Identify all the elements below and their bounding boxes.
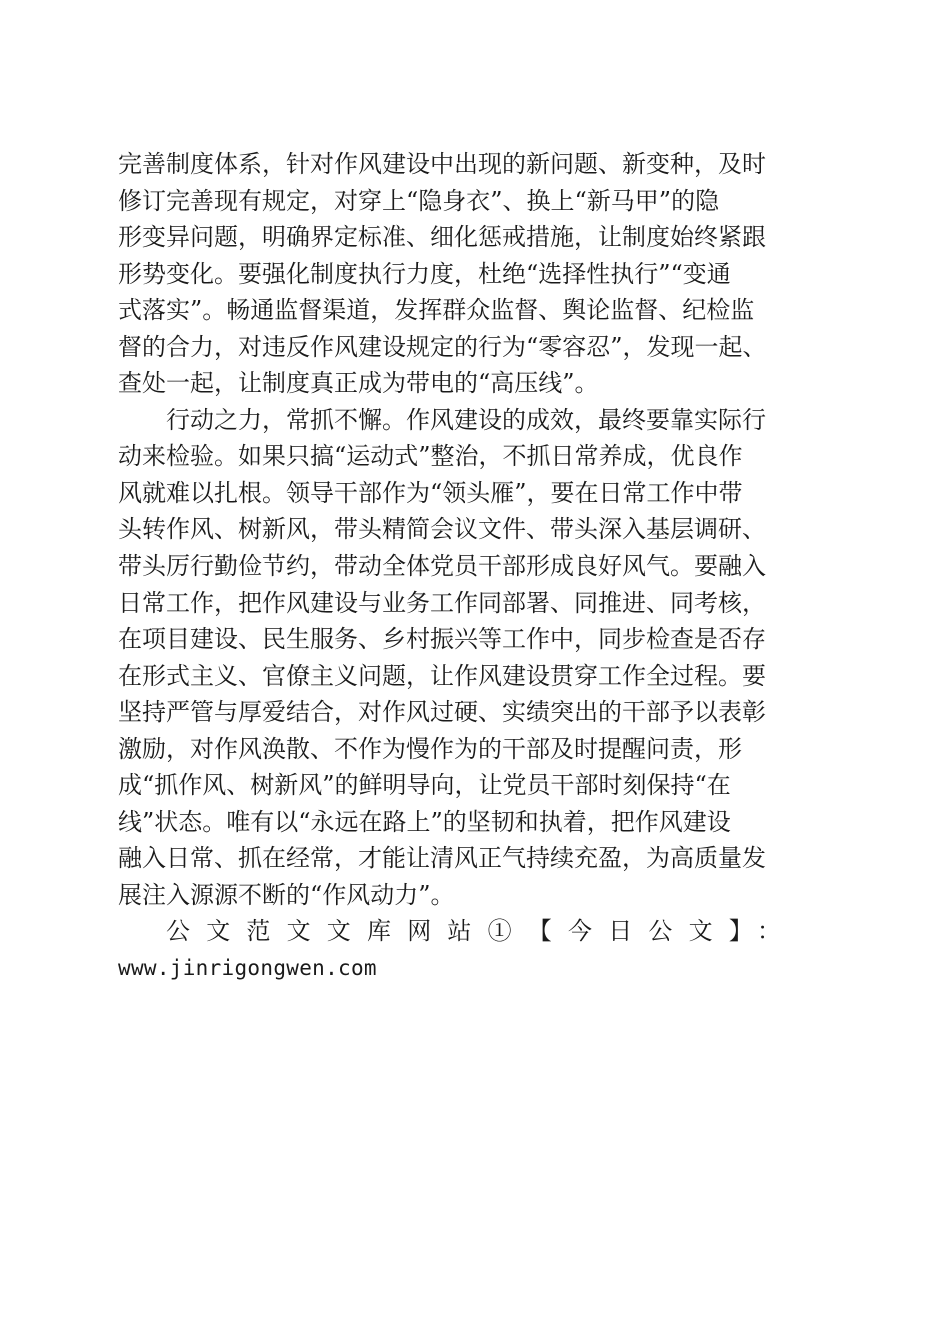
paragraph-line: 激励，对作风涣散、不作为慢作为的干部及时提醒问责，形: [118, 734, 742, 763]
paragraph-line: 头转作风、树新风，带头精简会议文件、带头深入基层调研、: [118, 515, 766, 544]
source-url[interactable]: www.jinrigongwen.com: [118, 956, 377, 981]
paragraph-line: 式落实”。畅通监督渠道，发挥群众监督、舆论监督、纪检监: [118, 296, 755, 325]
paragraph-line: 风就难以扎根。领导干部作为“领头雁”，要在日常工作中带: [118, 478, 743, 507]
paragraph-line: 在形式主义、官僚主义问题，让作风建设贯穿工作全过程。要: [118, 661, 766, 690]
paragraph-line: 动来检验。如果只搞“运动式”整治，不抓日常养成，优良作: [118, 442, 743, 471]
source-footer: [118, 913, 838, 986]
paragraph-line: 成“抓作风、树新风”的鲜明导向，让党员干部时刻保持“在: [118, 771, 731, 800]
paragraph-line: 完善制度体系，针对作风建设中出现的新问题、新变种，及时: [118, 150, 766, 178]
paragraph-2: [118, 402, 838, 914]
document-body: [118, 146, 838, 987]
paragraph-line: 融入日常、抓在经常，才能让清风正气持续充盈，为高质量发: [118, 844, 766, 873]
paragraph-line: 督的合力，对违反作风建设规定的行为“零容忍”，发现一起、: [118, 332, 767, 361]
paragraph-line: 行动之力，常抓不懈。作风建设的成效，最终要靠实际行: [166, 405, 766, 434]
paragraph-line: 带头厉行勤俭节约，带动全体党员干部形成良好风气。要融入: [118, 552, 766, 581]
paragraph-line: 修订完善现有规定，对穿上“隐身衣”、换上“新马甲”的隐: [118, 186, 720, 215]
paragraph-line: 形变异问题，明确界定标准、细化惩戒措施，让制度始终紧跟: [118, 223, 766, 252]
paragraph-1: [118, 146, 838, 402]
paragraph-line: 日常工作，把作风建设与业务工作同部署、同推进、同考核，: [118, 588, 766, 617]
source-label: 公文范文文库网站①【今日公文】：: [166, 917, 798, 946]
paragraph-line: 展注入源源不断的“作风动力”。: [118, 880, 455, 909]
paragraph-line: 坚持严管与厚爱结合，对作风过硬、实绩突出的干部予以表彰: [118, 698, 766, 727]
paragraph-line: 线”状态。唯有以“永远在路上”的坚韧和执着，把作风建设: [118, 807, 731, 836]
paragraph-line: 查处一起，让制度真正成为带电的“高压线”。: [118, 369, 599, 398]
paragraph-line: 在项目建设、民生服务、乡村振兴等工作中，同步检查是否存: [118, 625, 766, 654]
paragraph-line: 形势变化。要强化制度执行力度，杜绝“选择性执行”“变通: [118, 259, 731, 288]
